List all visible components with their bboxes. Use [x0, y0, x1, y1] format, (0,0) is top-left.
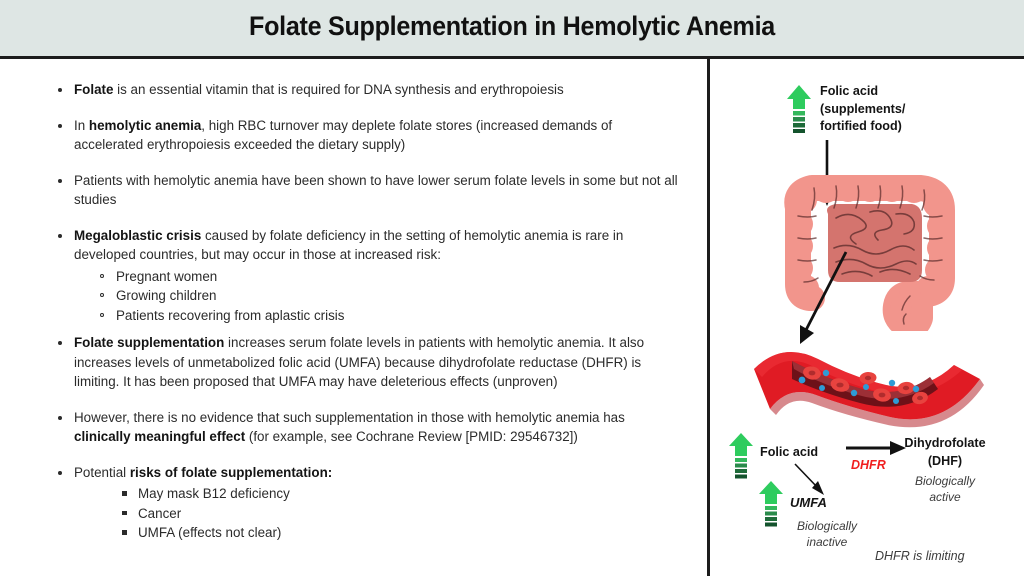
blood-vessel-illustration [748, 343, 988, 441]
bullet-emphasis: clinically meaningful effect [74, 429, 246, 444]
bullet-segment: (for example, see Cochrane Review [PMID: 29546732]) [245, 429, 578, 444]
umfa-activity-note [772, 518, 882, 550]
bullet-segment: , high RBC turnover may deplete folate stores (increased demands of accelerated erythropoiesis exceeded the dietary supply) [74, 117, 613, 152]
bullet-text [74, 82, 564, 97]
umfa-activity-line-2: inactive [806, 535, 848, 549]
bullet-emphasis: hemolytic anemia [88, 117, 202, 133]
dhfr-enzyme-label: DHFR [851, 458, 886, 472]
page-title: Folate Supplementation in Hemolytic Anemia [249, 11, 775, 41]
sub-bullet-list [74, 484, 683, 543]
bullet-text [74, 173, 678, 208]
folic-acid-substrate-label: Folic acid [760, 445, 819, 459]
bullet-no-clinical-evidence [58, 408, 683, 447]
bullet-segment: caused by folate deficiency in the setting of hemolytic anemia is rare in developed countries, but may occur in those at increased risk: [74, 227, 624, 262]
folic-acid-source-label [820, 83, 1010, 136]
bullet-text [74, 228, 623, 263]
bullet-list [58, 80, 683, 543]
sub-bullet-item: Growing children [100, 286, 683, 306]
sub-bullet-item: Patients recovering from aplastic crisis [100, 306, 683, 326]
dihydrofolate-line-1: Dihydrofolate [904, 436, 986, 450]
bullet-folate-essential-vitamin [58, 80, 683, 100]
sub-bullet-list [74, 267, 683, 326]
bullet-hemolytic-anemia-turnover [58, 116, 683, 155]
dihydrofolate-activity-line-1: Biologically [914, 474, 976, 488]
green-up-arrow-icon-top [786, 85, 812, 133]
bullet-segment: is an essential vitamin that is required for DNA synthesis and erythropoiesis [113, 82, 564, 97]
bullet-segment: In [74, 117, 89, 133]
dihydrofolate-line-2: (DHF) [927, 453, 963, 468]
umfa-activity-line-1: Biologically [796, 519, 858, 533]
umfa-byproduct-label: UMFA [790, 495, 827, 510]
green-up-arrow-icon-folic-acid [728, 433, 754, 479]
diagram-panel [710, 58, 1024, 576]
sub-bullet-item: Cancer [122, 504, 683, 524]
bullet-text [74, 335, 644, 389]
dihydrofolate-product-label [870, 435, 1020, 470]
dihydrofolate-activity-note [870, 473, 1020, 505]
bullet-segment: increases serum folate levels in patients with hemolytic anemia. It also increases levels of unmetabolized folic acid (UMFA) because dihydrofolate reductase (DHFR) is limiting. It has been proposed that UMFA may have deleterious effects (unproven) [74, 335, 645, 389]
bullet-segment: However, there is no evidence that such supplementation in those with hemolytic anemia has [74, 409, 625, 425]
bullet-lower-serum-folate-levels [58, 171, 683, 210]
sub-bullet-item: May mask B12 deficiency [122, 484, 683, 504]
bullet-megaloblastic-crisis [58, 226, 683, 326]
bullet-segment: Potential [74, 464, 130, 480]
arrow-intestine-to-blood [790, 248, 860, 348]
bullet-text [74, 465, 332, 480]
bullet-emphasis: Folate [74, 82, 114, 97]
bullet-potential-risks [58, 463, 683, 543]
dihydrofolate-activity-line-2: active [929, 490, 961, 504]
bullet-emphasis: Folate supplementation [74, 335, 225, 350]
folic-acid-source-line-1: Folic acid [820, 84, 879, 98]
bullet-segment: Patients with hemolytic anemia have been shown to have lower serum folate levels in some but not all studies [74, 172, 678, 207]
folic-acid-source-line-3: fortified food) [820, 119, 902, 133]
sub-bullet-item: Pregnant women [100, 267, 683, 287]
sub-bullet-item: UMFA (effects not clear) [122, 523, 683, 543]
bullet-emphasis: risks of folate supplementation: [129, 464, 333, 480]
bullet-emphasis: Megaloblastic crisis [74, 227, 202, 243]
content-panel [0, 60, 705, 576]
bullet-text [74, 410, 625, 445]
folic-acid-source-line-2: (supplements/ [820, 101, 906, 116]
bullet-folate-supplementation-umfa [58, 333, 683, 392]
bullet-text [74, 118, 612, 153]
dhfr-limiting-footnote: DHFR is limiting [875, 549, 965, 563]
